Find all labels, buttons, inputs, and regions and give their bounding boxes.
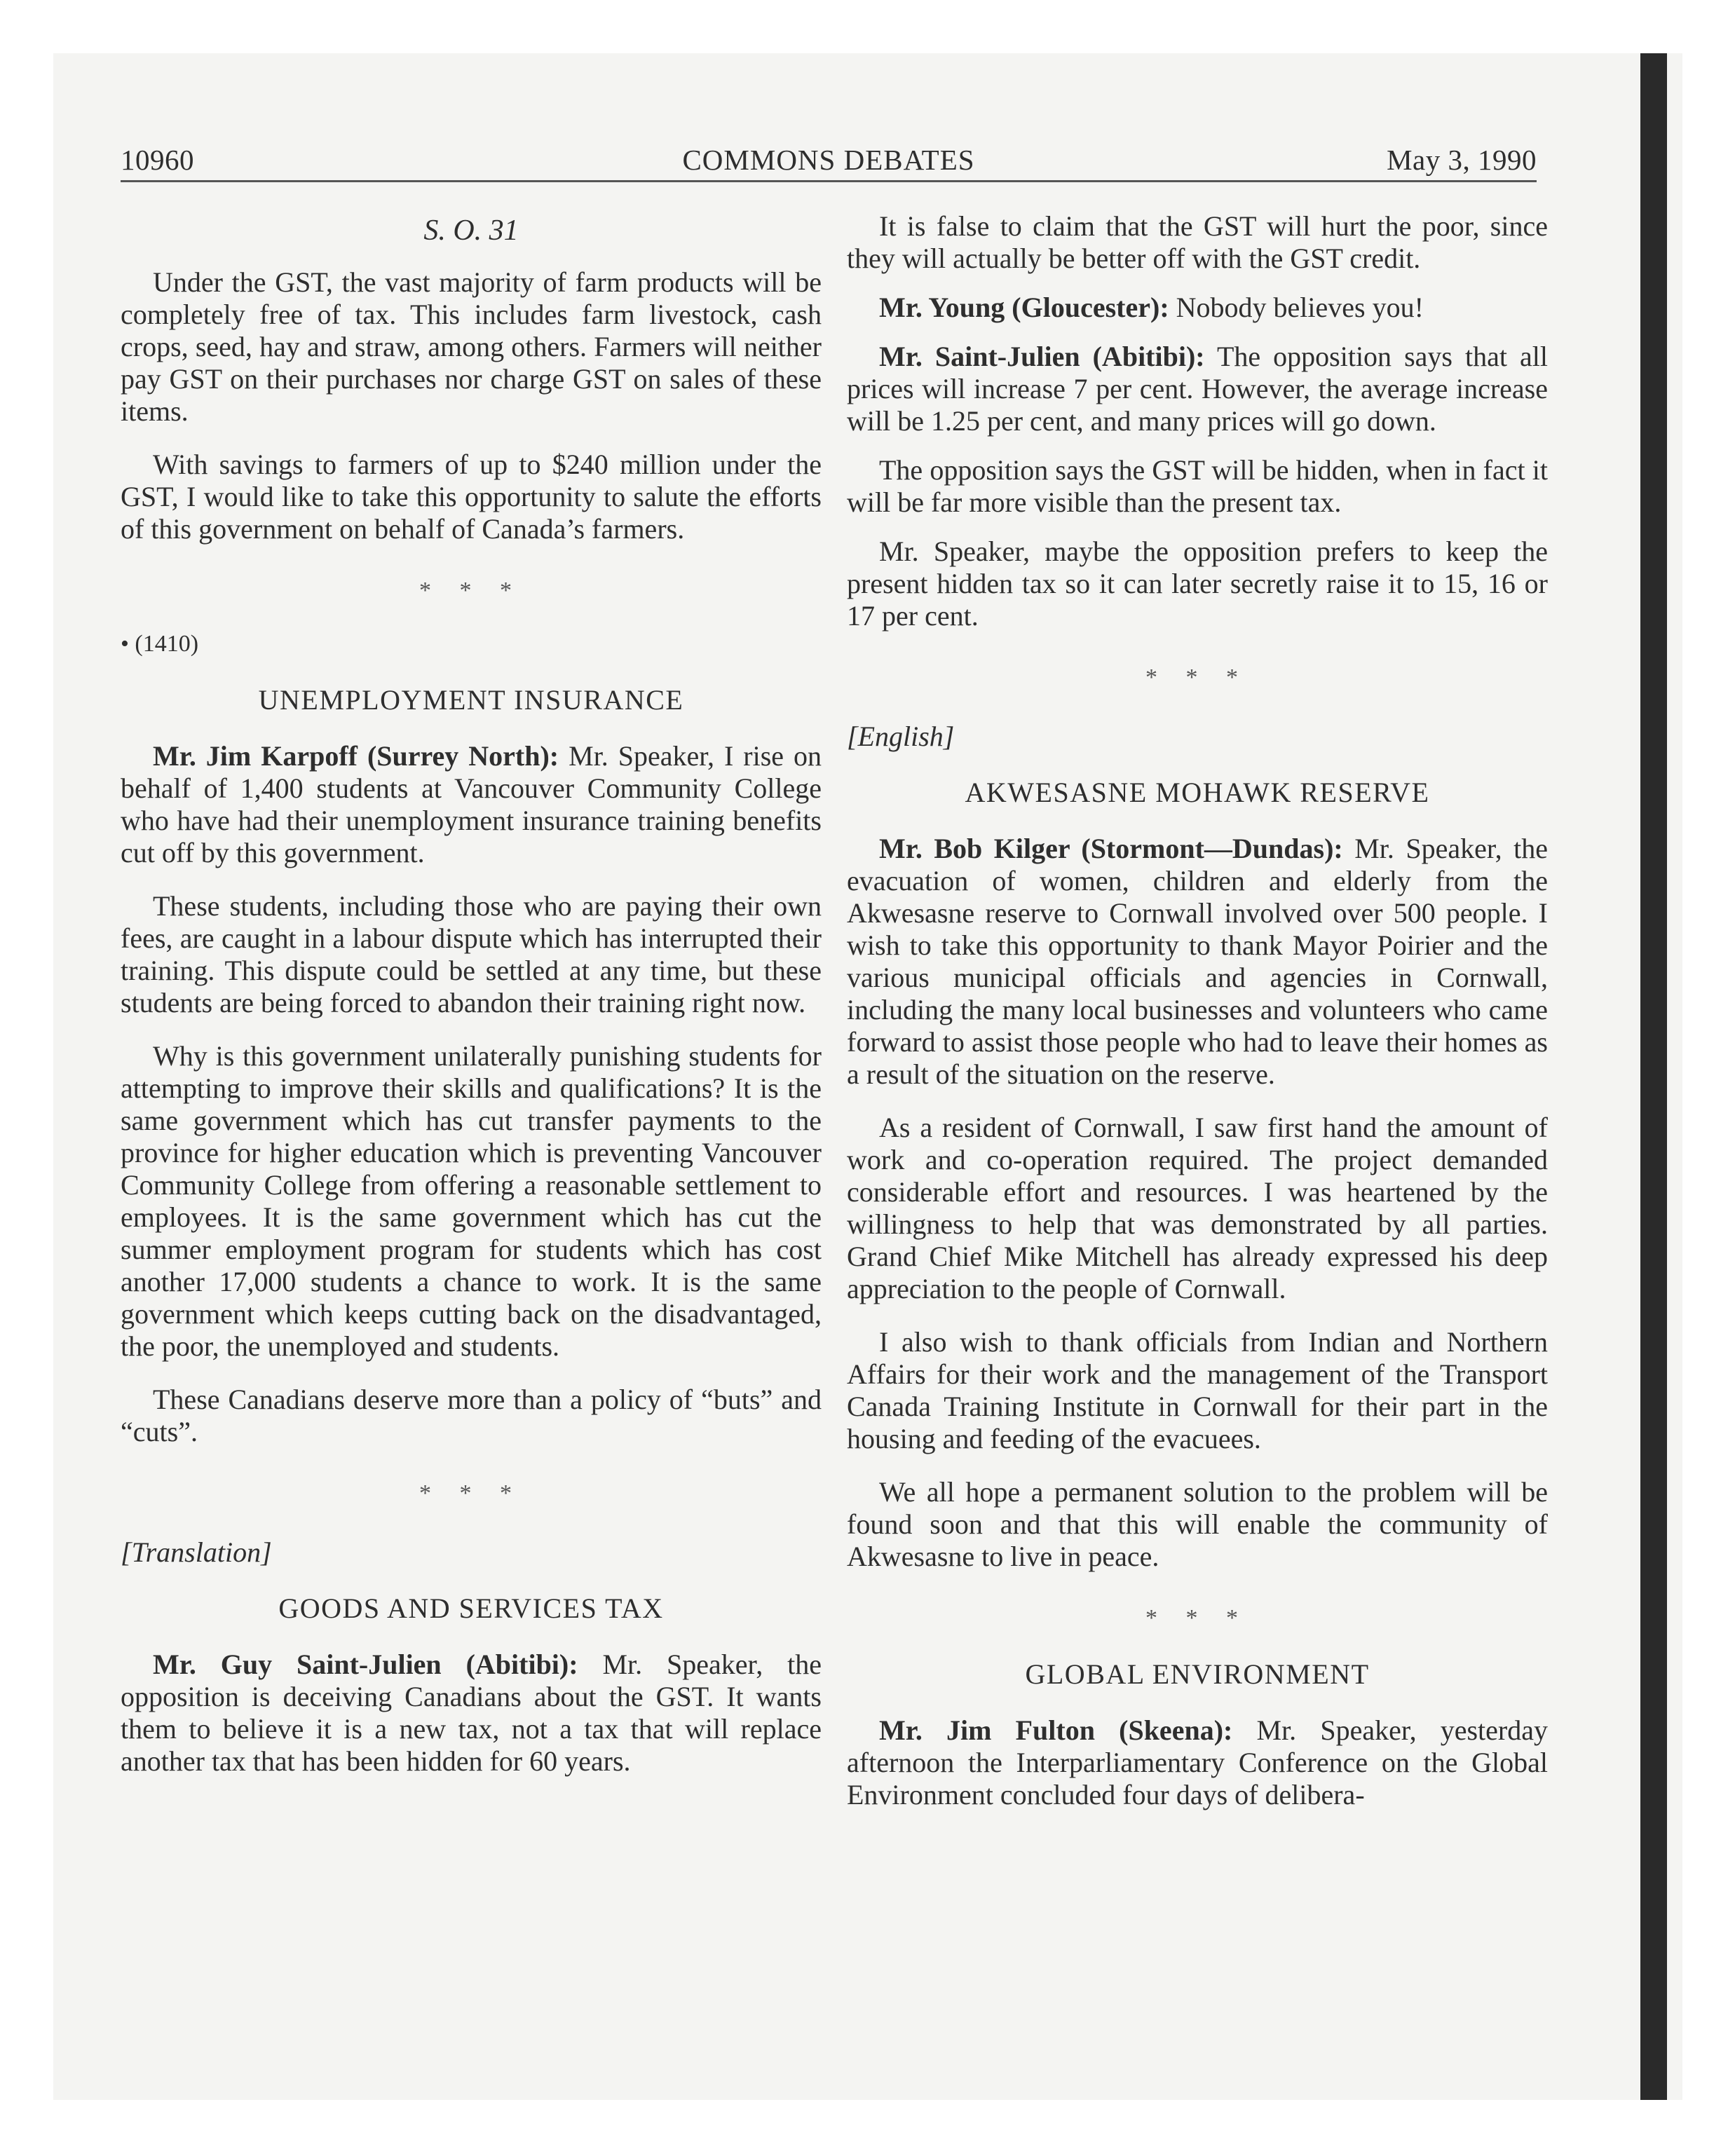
section-separator: * * * (419, 1480, 523, 1506)
speaker-name: Mr. Saint-Julien (Abitibi): (879, 341, 1205, 372)
speech-text: Mr. Speaker, the opposition is deceiving Canadians about the GST. It wants them to believe it is a new tax, not a tax that will replace another tax that has been hidden for 60 years. (121, 1649, 822, 1777)
speech-text: Mr. Speaker, the evacuation of women, children and elderly from the Akwesasne reserve to Cornwall involved over 500 people. I wish to take this opportunity to thank Mayor Poirier and the various municipal officials and agencies in Cornwall, including the many local businesses and volunteers who came forward to assist those people who had to leave their homes as a result of the situation on the reserve. (847, 833, 1548, 1090)
page-header (121, 137, 1537, 179)
section-heading: GLOBAL ENVIRONMENT (1025, 1658, 1370, 1690)
section-separator: * * * (419, 578, 523, 603)
speaker-name: Mr. Guy Saint-Julien (Abitibi): (153, 1649, 578, 1680)
speaker-name: Mr. Bob Kilger (Stormont—Dundas): (879, 833, 1343, 864)
paragraph: With savings to farmers of up to $240 million under the GST, I would like to take this opportunity to salute the efforts of this government on behalf of Canada’s farmers. (121, 449, 822, 545)
paragraph: I also wish to thank officials from Indian and Northern Affairs for their work and the management of the Transport Canada Training Institute in Cornwall for their part in the housing and feeding of the evacuees. (847, 1326, 1548, 1454)
right-column (847, 210, 1548, 1832)
paragraph: Under the GST, the vast majority of farm products will be completely free of tax. This includes farm livestock, cash crops, seed, hay and straw, among others. Farmers will neither pay GST on their purchases nor charge GST on sales of these items. (121, 266, 822, 427)
language-note: [Translation] (121, 1536, 272, 1568)
left-column (121, 210, 822, 1799)
issue-date: May 3, 1990 (1387, 144, 1537, 176)
speech-text: Mr. Speaker, I rise on behalf of 1,400 students at Vancouver Community College who have had their unemployment insurance training benefits cut off by this government. (121, 740, 822, 868)
speech-text: Mr. Speaker, yesterday afternoon the Interparliamentary Conference on the Global Environment concluded four days of delibera- (847, 1714, 1548, 1810)
speech-paragraph (847, 341, 1548, 437)
time-marker: • (1410) (121, 631, 199, 657)
section-heading: UNEMPLOYMENT INSURANCE (258, 684, 684, 716)
speech-paragraph (847, 292, 1548, 324)
speaker-name: Mr. Jim Fulton (Skeena): (879, 1714, 1233, 1746)
paragraph: These students, including those who are paying their own fees, are caught in a labour dispute which has interrupted their training. This dispute could be settled at any time, but these students are being forced to abandon their training right now. (121, 890, 822, 1018)
paragraph: We all hope a permanent solution to the problem will be found soon and that this will enable the community of Akwesasne to live in peace. (847, 1476, 1548, 1572)
paragraph: The opposition says the GST will be hidden, when in fact it will be far more visible than the present tax. (847, 454, 1548, 518)
speech-paragraph (121, 740, 822, 869)
publication-title: COMMONS DEBATES (682, 144, 975, 176)
section-heading: GOODS AND SERVICES TAX (278, 1592, 664, 1624)
paragraph: These Canadians deserve more than a policy of “buts” and “cuts”. (121, 1384, 822, 1447)
speaker-name: Mr. Jim Karpoff (Surrey North): (153, 740, 559, 772)
standing-order-label: S. O. 31 (423, 214, 519, 247)
paragraph: Mr. Speaker, maybe the opposition prefers to keep the present hidden tax so it can later secretly raise it to 15, 16 or 17 per cent. (847, 535, 1548, 632)
speech-paragraph (121, 1649, 822, 1778)
speech-paragraph (847, 1714, 1548, 1811)
speech-text: The opposition says that all prices will increase 7 per cent. However, the average increase will be 1.25 per cent, and many prices will go down. (847, 341, 1548, 437)
speech-text: Nobody believes you! (1176, 292, 1424, 323)
header-rule (121, 180, 1537, 182)
speaker-name: Mr. Young (Gloucester): (879, 292, 1169, 323)
paragraph: Why is this government unilaterally punishing students for attempting to improve their skills and qualifications? It is the same government which has cut transfer payments to the province for higher education which is preventing Vancouver Community College from offering a reasonable settlement to employees. It is the same government which has cut the summer employment program for students which has cost another 17,000 students a chance to work. It is the same government which keeps cutting back on the disadvantaged, the poor, the unemployed and students. (121, 1040, 822, 1362)
speech-paragraph (847, 833, 1548, 1091)
language-note: [English] (847, 721, 955, 752)
section-heading: AKWESASNE MOHAWK RESERVE (965, 777, 1430, 808)
section-separator: * * * (1145, 1605, 1249, 1631)
page-number: 10960 (121, 144, 194, 176)
paragraph: As a resident of Cornwall, I saw first hand the amount of work and co-operation required. The project demanded considerable effort and resources. I was heartened by the willingness to help that was demonstrated by all parties. Grand Chief Mike Mitchell has already expressed his deep appreciation to the people of Cornwall. (847, 1112, 1548, 1304)
paragraph: It is false to claim that the GST will hurt the poor, since they will actually be better off with the GST credit. (847, 210, 1548, 274)
scan-edge-bar (1640, 53, 1667, 2100)
section-separator: * * * (1145, 664, 1249, 690)
